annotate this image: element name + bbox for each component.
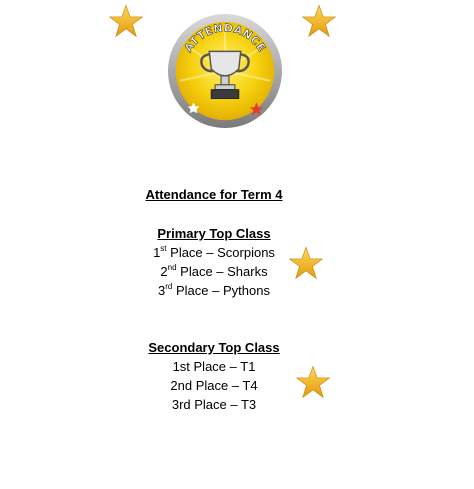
star-icon — [302, 4, 336, 38]
primary-place-3: 3rd Place – Pythons — [158, 281, 270, 298]
term-title: Attendance for Term 4 — [145, 187, 283, 202]
term-title-block — [0, 185, 428, 204]
secondary-section — [0, 338, 428, 414]
primary-heading: Primary Top Class — [157, 226, 271, 241]
primary-place-1: 1st Place – Scorpions — [153, 243, 275, 260]
badge-label: ATTENDANCE — [181, 21, 269, 55]
attendance-trophy-badge — [166, 12, 284, 130]
secondary-place-2: 2nd Place – T4 — [170, 378, 258, 393]
star-icon — [109, 4, 143, 38]
primary-place-2: 2nd Place – Sharks — [160, 262, 268, 279]
primary-section — [0, 224, 428, 300]
secondary-place-1: 1st Place – T1 — [172, 359, 256, 374]
secondary-place-3: 3rd Place – T3 — [171, 397, 257, 412]
secondary-heading: Secondary Top Class — [148, 340, 280, 355]
